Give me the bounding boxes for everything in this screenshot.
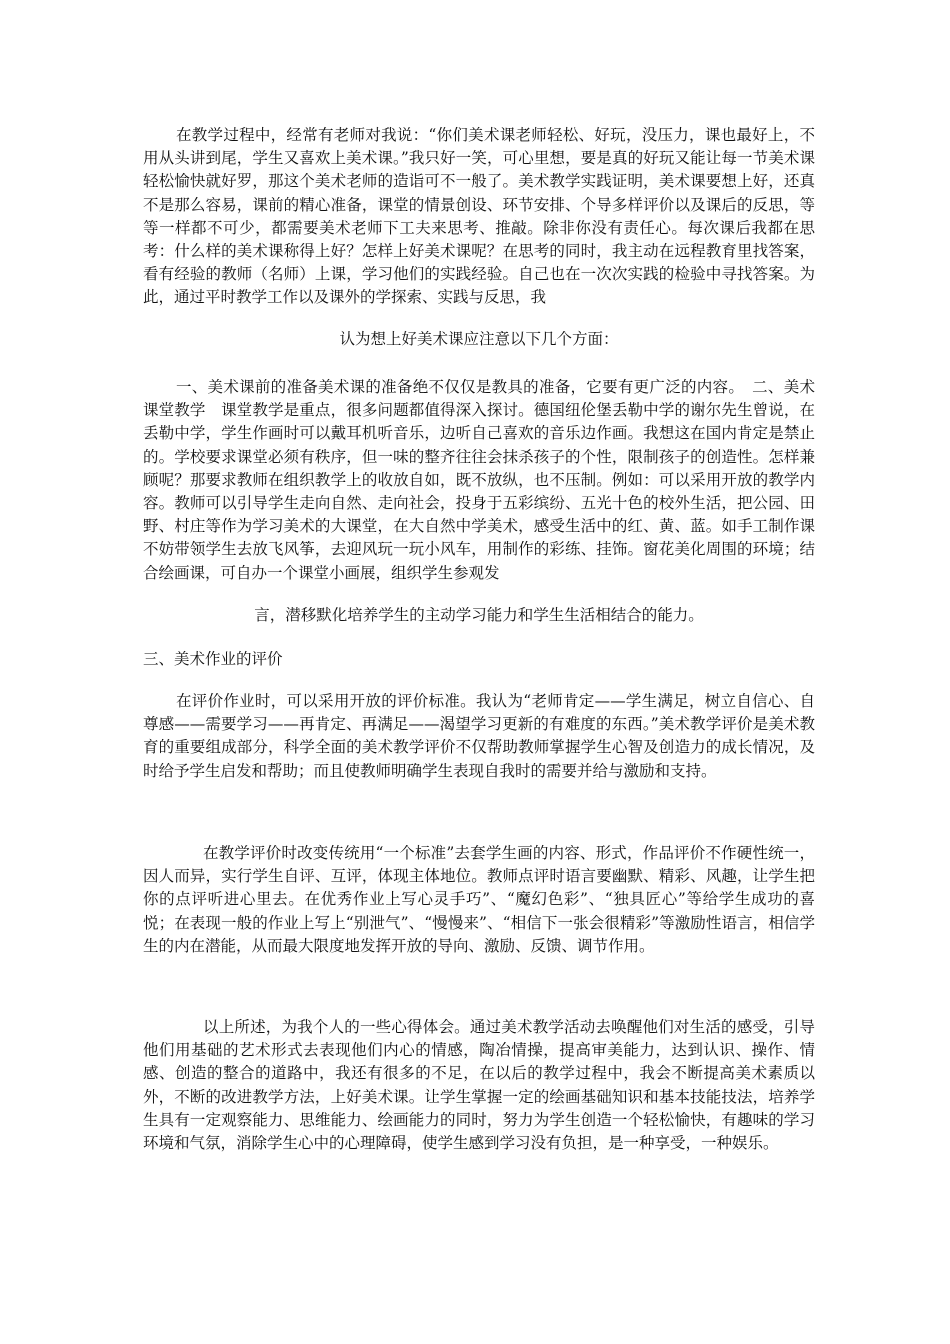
section-one-two-tail: 言，潜移默化培养学生的主动学习能力和学生生活相结合的能力。 — [254, 606, 704, 624]
section-three-heading: 三、美术作业的评价 — [143, 650, 283, 668]
conclusion-paragraph: 以上所述，为我个人的一些心得体会。通过美术教学活动去唤醒他们对生活的感受，引导他们用基础的艺术形式去表现他们内心的情感，陶冶情操，提高审美能力，达到认识、操作、情感、创造的整合的道路中，我还有很多的不足，在以后的教学过程中，我会不断提高美术素质以外，不断的改进教学方法，上好美术课。让学生掌握一定的绘画基础知识和基本技能技法，培养学生具有一定观察能力、思维能力、绘画能力的同时，努力为学生创造一个轻松愉快，有趣味的学习环境和气氛，消除学生心中的心理障碍，使学生感到学习没有负担，是一种享受，一种娱乐。 — [143, 1018, 815, 1153]
intro-paragraph: 在教学过程中，经常有老师对我说：“你们美术课老师轻松、好玩，没压力，课也最好上，不用从头讲到尾，学生又喜欢上美术课。”我只好一笑，可心里想，要是真的好玩又能让每一节美术课轻松愉快就好罗，那这个美术老师的造诣可不一般了。美术教学实践证明，美术课要想上好，还真不是那么容易，课前的精心准备，课堂的情景创设、环节安排、个导多样评价以及课后的反思，等等一样都不可少，都需要美术老师下工夫来思考、推敲。除非你没有责任心。每次课后我都在思考：什么样的美术课称得上好？怎样上好美术课呢？在思考的同时，我主动在远程教育里找答案，看有经验的教师（名师）上课，学习他们的实践经验。自己也在一次次实践的检验中寻找答案。为此，通过平时教学工作以及课外的学探索、实践与反思，我 — [143, 126, 815, 307]
section-one-two-paragraph: 一、美术课前的准备美术课的准备绝不仅仅是教具的准备，它要有更广泛的内容。 二、美术课堂教学 课堂教学是重点，很多问题都值得深入探讨。德国纽伦堡丢勒中学的谢尔先生曾说，在丢勒中学，学生作画时可以戴耳机听音乐，边听自己喜欢的音乐边作画。我想这在国内肯定是禁止的。学校要求课堂必须有秩序，但一味的整齐往往会抹杀孩子的个性，限制孩子的创造性。怎样兼顾呢？那要求教师在组织教学上的收放自如，既不放纵，也不压制。例如：可以采用开放的教学内容。教师可以引导学生走向自然、走向社会，投身于五彩缤纷、五光十色的校外生活，把公园、田野、村庄等作为学习美术的大课堂，在大自然中学美术，感受生活中的红、黄、蓝。如手工制作课不妨带领学生去放飞风筝，去迎风玩一玩小风车，用制作的彩练、挂饰。窗花美化周围的环境；结合绘画课，可自办一个课堂小画展，组织学生参观发 — [143, 378, 815, 582]
evaluation-paragraph-2: 在教学评价时改变传统用“一个标准”去套学生画的内容、形式，作品评价不作硬性统一，因人而异，实行学生自评、互评，体现主体地位。教师点评时语言要幽默、精彩、风趣，让学生把你的点评听进心里去。在优秀作业上写心灵手巧”、“魔幻色彩”、“独具匠心”等给学生成功的喜悦；在表现一般的作业上写上“别泄气”、“慢慢来”、“相信下一张会很精彩”等激励性语言，相信学生的内在潜能，从而最大限度地发挥开放的导向、激励、反馈、调节作用。 — [143, 844, 815, 955]
intro-paragraph-tail: 认为想上好美术课应注意以下几个方面： — [339, 330, 619, 348]
evaluation-paragraph-1: 在评价作业时，可以采用开放的评价标准。我认为“老师肯定——学生满足，树立自信心、自尊感——需要学习——再肯定、再满足——渴望学习更新的有难度的东西。”美术教学评价是美术教育的重要组成部分，科学全面的美术教学评价不仅帮助教师掌握学生心智及创造力的成长情况，及时给予学生启发和帮助；而且使教师明确学生表现自我时的需要并给与激励和支持。 — [143, 692, 815, 780]
